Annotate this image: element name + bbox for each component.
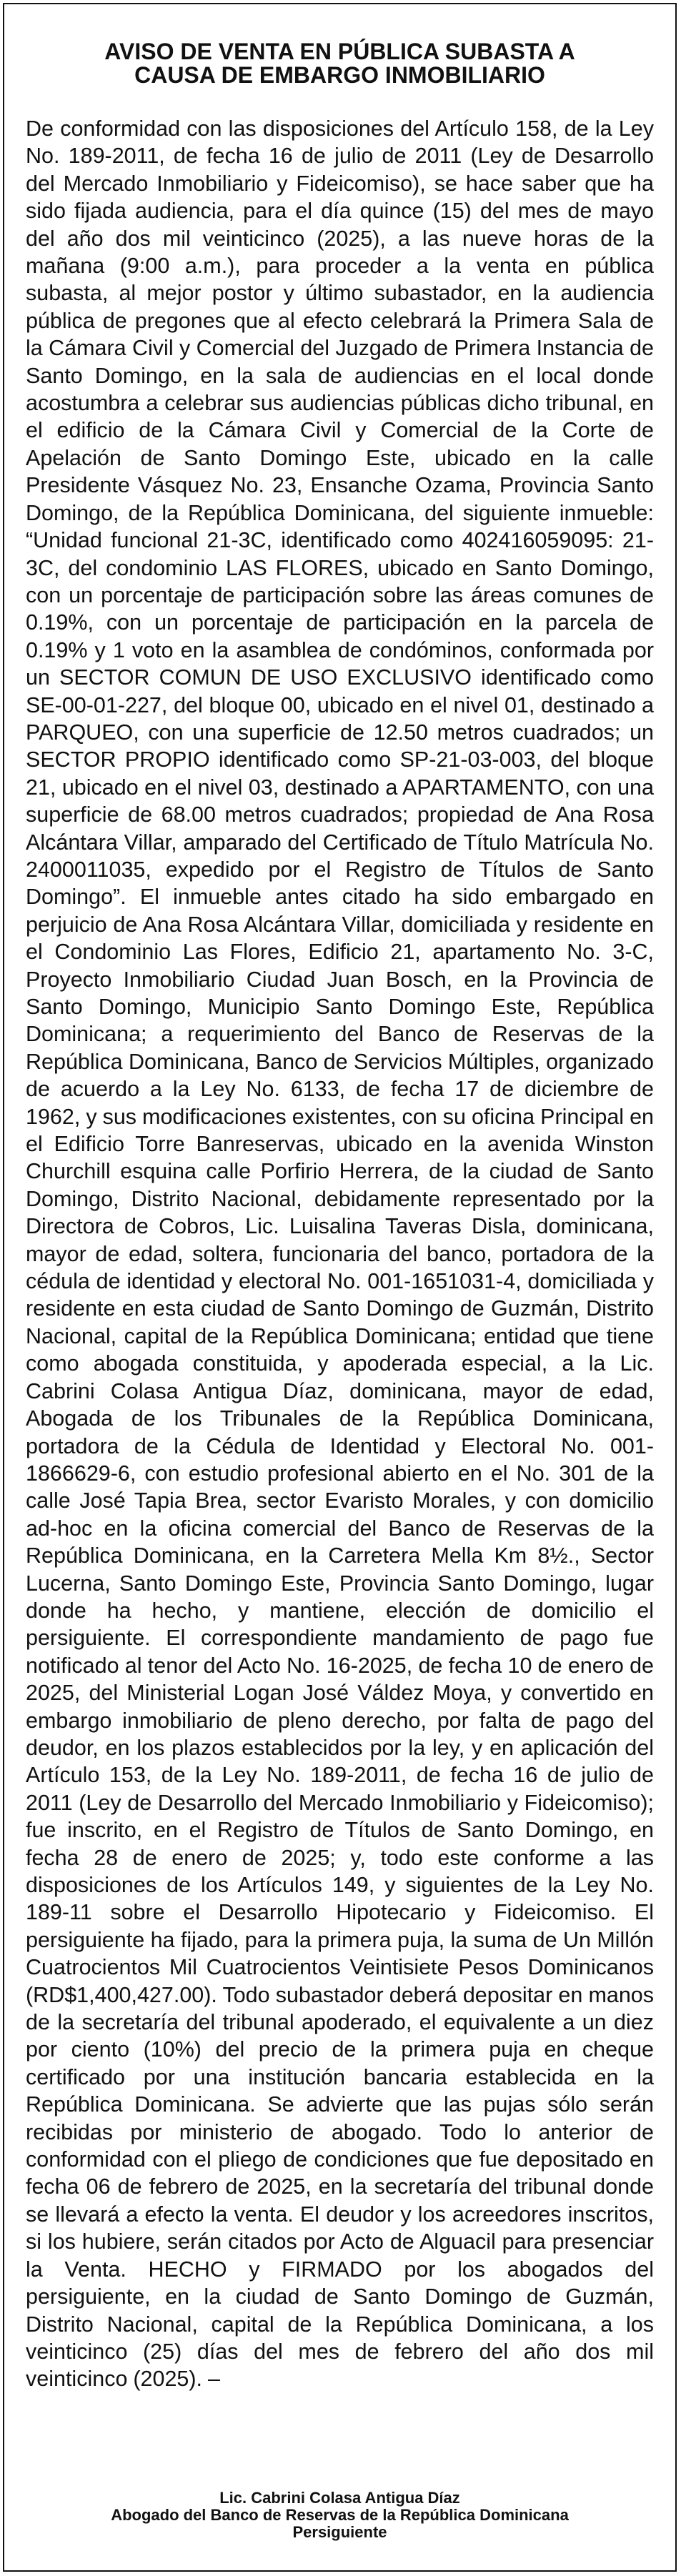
signature-party: Persiguiente <box>292 2523 387 2541</box>
title-line-1: AVISO DE VENTA EN PÚBLICA SUBASTA A <box>104 39 575 64</box>
signature-name: Lic. Cabrini Colasa Antigua Díaz <box>219 2489 460 2507</box>
signature-block <box>26 2490 654 2541</box>
notice-title <box>26 40 654 87</box>
signature-role: Abogado del Banco de Reservas de la República Dominicana <box>111 2506 569 2524</box>
notice-body: De conformidad con las disposiciones del Artículo 158, de la Ley No. 189-2011, de fecha 16 de julio de 2011 (Ley de Desarrollo del Mercado Inmobiliario y Fideicomiso), se hace saber que ha sido fijada audiencia, para el día quince (15) del mes de mayo del año dos mil veinticinco (2025), a las nueve horas de la mañana (9:00 a.m.), para proceder a la venta en pública subasta, al mejor postor y último subastador, en la audiencia pública de pregones que al efecto celebrará la Primera Sala de la Cámara Civil y Comercial del Juzgado de Primera Instancia de Santo Domingo, en la sala de audiencias en el local donde acostumbra a celebrar sus audiencias públicas dicho tribunal, en el edificio de la Cámara Civil y Comercial de la Corte de Apelación de Santo Domingo Este, ubicado en la calle Presidente Vásquez No. 23, Ensanche Ozama, Provincia Santo Domingo, de la República Dominicana, del siguiente inmueble: “Unidad funcional 21-3C, identificado como 402416059095: 21-3C, del condominio LAS FLORES, ubicado en Santo Domingo, con un porcentaje de participación sobre las áreas comunes de 0.19%, con un porcentaje de participación en la parcela de 0.19% y 1 voto en la asamblea de condóminos, conformada por un SECTOR COMUN DE USO EXCLUSIVO identificado como SE-00-01-227, del bloque 00, ubicado en el nivel 01, destinado a PARQUEO, con una superficie de 12.50 metros cuadrados; un SECTOR PROPIO identificado como SP-21-03-003, del bloque 21, ubicado en el nivel 03, destinado a APARTAMENTO, con una superficie de 68.00 metros cuadrados; propiedad de Ana Rosa Alcántara Villar, amparado del Certificado de Título Matrícula No. 2400011035, expedido por el Registro de Títulos de Santo Domingo”. El inmueble antes citado ha sido embargado en perjuicio de Ana Rosa Alcántara Villar, domiciliada y residente en el Condominio Las Flores, Edificio 21, apartamento No. 3-C, Proyecto Inmobiliario Ciudad Juan Bosch, en la Provincia de Santo Domingo, Municipio Santo Domingo Este, República Dominicana; a requerimiento del Banco de Reservas de la República Dominicana, Banco de Servicios Múltiples, organizado de acuerdo a la Ley No. 6133, de fecha 17 de diciembre de 1962, y sus modificaciones existentes, con su oficina Principal en el Edificio Torre Banreservas, ubicado en la avenida Winston Churchill esquina calle Porfirio Herrera, de la ciudad de Santo Domingo, Distrito Nacional, debidamente representado por la Directora de Cobros, Lic. Luisalina Taveras Disla, dominicana, mayor de edad, soltera, funcionaria del banco, portadora de la cédula de identidad y electoral No. 001-1651031-4, domiciliada y residente en esta ciudad de Santo Domingo de Guzmán, Distrito Nacional, capital de la República Dominicana; entidad que tiene como abogada constituida, y apoderada especial, a la Lic. Cabrini Colasa Antigua Díaz, dominicana, mayor de edad, Abogada de los Tribunales de la República Dominicana, portadora de la Cédula de Identidad y Electoral No. 001-1866629-6, con estudio profesional abierto en el No. 301 de la calle José Tapia Brea, sector Evaristo Morales, y con domicilio ad-hoc en la oficina comercial del Banco de Reservas de la República Dominicana, en la Carretera Mella Km 8½., Sector Lucerna, Santo Domingo Este, Provincia Santo Domingo, lugar donde ha hecho, y mantiene, elección de domicilio el persiguiente. El correspondiente mandamiento de pago fue notificado al tenor del Acto No. 16-2025, de fecha 10 de enero de 2025, del Ministerial Logan José Váldez Moya, y convertido en embargo inmobiliario de pleno derecho, por falta de pago del deudor, en los plazos establecidos por la ley, y en aplicación del Artículo 153, de la Ley No. 189-2011, de fecha 16 de julio de 2011 (Ley de Desarrollo del Mercado Inmobiliario y Fideicomiso); fue inscrito, en el Registro de Títulos de Santo Domingo, en fecha 28 de enero de 2025; y, todo este conforme a las disposiciones de los Artículos 149, y siguientes de la Ley No. 189-11 sobre el Desarrollo Hipotecario y Fideicomiso. El persiguiente ha fijado, para la primera puja, la suma de Un Millón Cuatrocientos Mil Cuatrocientos Veintisiete Pesos Dominicanos (RD$1,400,427.00). Todo subastador deberá depositar en manos de la secretaría del tribunal apoderado, el equivalente a un diez por ciento (10%) del precio de la primera puja en cheque certificado por una institución bancaria establecida en la República Dominicana. Se advierte que las pujas sólo serán recibidas por ministerio de abogado. Todo lo anterior de conformidad con el pliego de condiciones que fue depositado en fecha 06 de febrero de 2025, en la secretaría del tribunal donde se llevará a efecto la venta. El deudor y los acreedores inscritos, si los hubiere, serán citados por Acto de Alguacil para presenciar la Venta. HECHO y FIRMADO por los abogados del persiguiente, en la ciudad de Santo Domingo de Guzmán, Distrito Nacional, capital de la República Dominicana, a los veinticinco (25) días del mes de febrero del año dos mil veinticinco (2025). – <box>26 116 654 2392</box>
notice-frame <box>3 3 677 2572</box>
title-line-2: CAUSA DE EMBARGO INMOBILIARIO <box>134 62 545 88</box>
